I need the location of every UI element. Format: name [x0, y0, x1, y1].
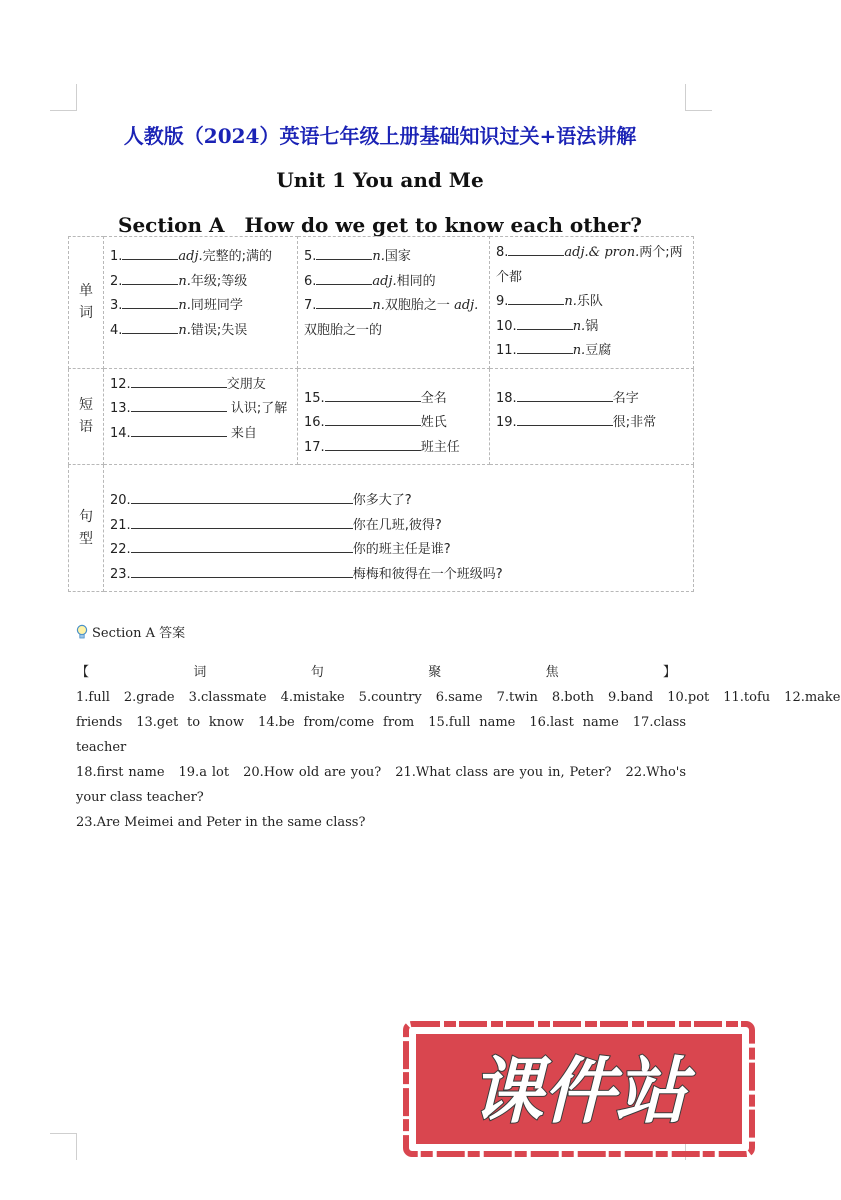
phrase-item: 17. 班主任 [304, 436, 483, 461]
vocab-item: 10. n.锅 [496, 315, 687, 340]
vocab-item: 5. n.国家 [304, 245, 483, 270]
corner-mark-top-right [685, 84, 712, 111]
answer-item: 6.same [435, 690, 483, 705]
vocab-col-2 [298, 237, 490, 369]
vocab-item: 2. n.年级;等级 [110, 270, 291, 295]
answer-item: 19.a lot [178, 765, 230, 780]
answer-item: 20.How old are you? [243, 765, 382, 780]
phrase-row [69, 368, 694, 465]
lightbulb-icon [76, 624, 88, 640]
answer-item: 21.What class are you in, Peter? [395, 765, 612, 780]
vocab-item: 11. n.豆腐 [496, 339, 687, 364]
unit-title: Unit 1 You and Me [276, 168, 484, 192]
answer-item: 12.make friends [76, 690, 841, 730]
answer-item: 18.first name [76, 765, 165, 780]
vocab-item: 6. adj.相同的 [304, 270, 483, 295]
phrase-item: 15. 全名 [304, 387, 483, 412]
vocab-item: 8. adj.& pron.两个;两个都 [496, 241, 687, 290]
answer-item: 14.be from/come from [258, 715, 415, 730]
watermark-stamp [400, 1018, 760, 1160]
answer-item: 11.tofu [723, 690, 771, 705]
phrase-item: 12. 交朋友 [110, 373, 291, 398]
sentence-item: 20. 你多大了? [110, 489, 687, 514]
sentence-cell [104, 465, 694, 592]
phrase-item: 19. 很;非常 [496, 411, 687, 436]
answer-item: 8.both [551, 690, 595, 705]
vocab-item: 4. n.错误;失误 [110, 319, 291, 344]
vocab-item: 1. adj.完整的;满的 [110, 245, 291, 270]
watermark-text: 课件站 [470, 1049, 688, 1133]
answer-item: 22.Who's your class teacher? [76, 765, 687, 805]
phrase-item: 13. 认识;了解 [110, 397, 291, 422]
answer-item: 1.full [76, 690, 110, 705]
vocab-col-3 [490, 237, 694, 369]
answers-body [76, 660, 841, 835]
phrase-item: 16. 姓氏 [304, 411, 483, 436]
phrase-col-3 [490, 368, 694, 465]
sentence-item: 21. 你在几班,彼得? [110, 514, 687, 539]
vocab-col-1 [104, 237, 298, 369]
phrase-col-2 [298, 368, 490, 465]
document-title: 人教版（2024）英语七年级上册基础知识过关+语法讲解 [123, 124, 637, 148]
answer-item: 16.last name [529, 715, 619, 730]
answer-item: 13.get to know [136, 715, 245, 730]
corner-mark-top-left [50, 84, 77, 111]
answer-item: 4.mistake [280, 690, 345, 705]
sentence-label: 句 型 [69, 465, 104, 592]
vocab-label: 单 词 [69, 237, 104, 369]
phrase-col-1 [104, 368, 298, 465]
worksheet-table [68, 236, 694, 592]
vocab-row [69, 237, 694, 369]
answer-item: 9.band [608, 690, 654, 705]
vocab-item: 9. n.乐队 [496, 290, 687, 315]
answer-item: 23.Are Meimei and Peter in the same class? [76, 815, 366, 830]
answer-item: 17.class teacher [76, 715, 686, 755]
vocab-item: 7. n.双胞胎之一 adj.双胞胎之一的 [304, 294, 483, 343]
answer-item: 5.country [358, 690, 422, 705]
answers-lead: 【词句聚焦】 [76, 665, 676, 680]
phrase-label: 短 语 [69, 368, 104, 465]
phrase-item: 14. 来自 [110, 422, 291, 447]
vocab-item: 3. n.同班同学 [110, 294, 291, 319]
corner-mark-bottom-left [50, 1133, 77, 1160]
answer-item: 10.pot [667, 690, 710, 705]
sentence-item: 22. 你的班主任是谁? [110, 538, 687, 563]
phrase-item: 18. 名字 [496, 387, 687, 412]
answer-item: 15.full name [428, 715, 516, 730]
sentence-item: 23. 梅梅和彼得在一个班级吗? [110, 563, 687, 588]
answer-item: 2.grade [123, 690, 175, 705]
answer-item: 3.classmate [188, 690, 267, 705]
sentence-row [69, 465, 694, 592]
section-title: Section A How do we get to know each other? [118, 213, 642, 237]
answer-item: 7.twin [496, 690, 538, 705]
answers-heading: Section A 答案 [76, 622, 185, 641]
